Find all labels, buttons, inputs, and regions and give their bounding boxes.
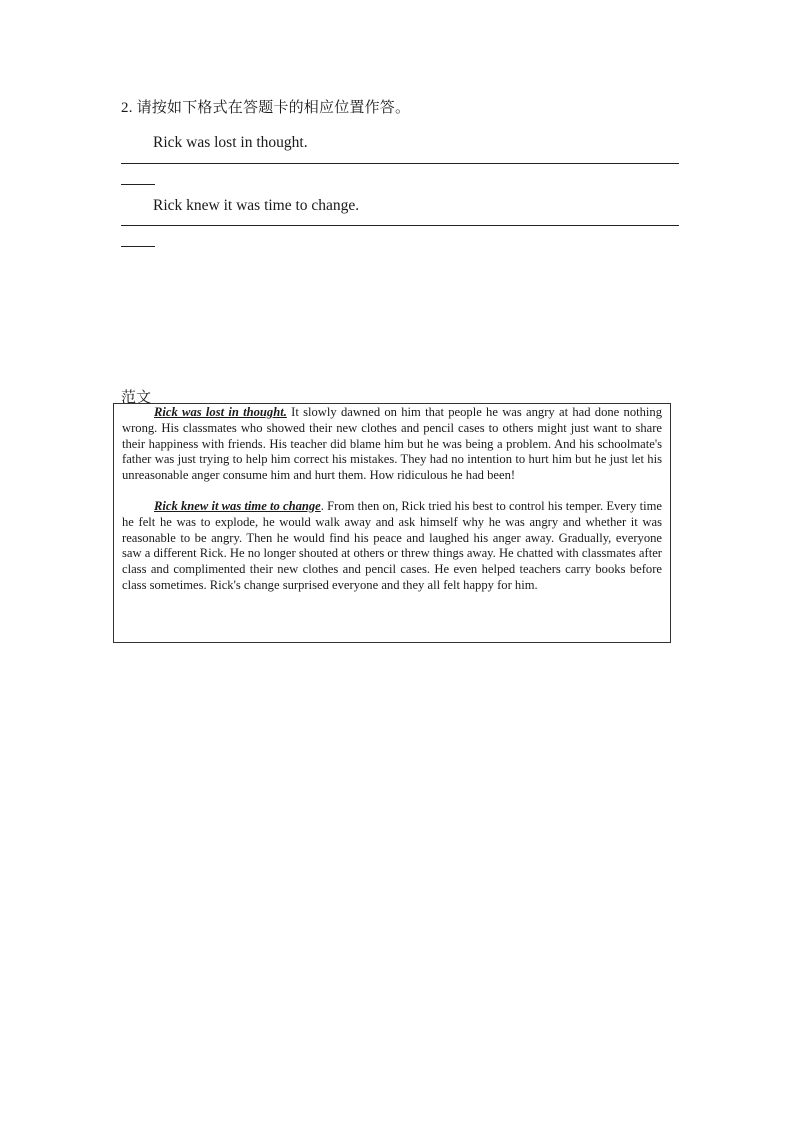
answer-line-1-continuation <box>121 184 155 185</box>
paragraph-1-body: It slowly dawned on him that people he was angry at had done nothing wrong. His classmates who showed their new clothes and pencil cases to others might just want to share their happiness with friends. His teacher did blame him but he was being a problem. And his schoolmate's father was just trying to help him correct his mistakes. They had no intention to hurt him but he just let his unreasonable anger consume him and hurt them. How ridiculous he had been! <box>122 405 663 483</box>
instruction-text: 2. 请按如下格式在答题卡的相应位置作答。 <box>121 100 411 116</box>
essay-paragraph-1 <box>122 405 662 484</box>
answer-line-2 <box>121 225 679 226</box>
answer-line-2-continuation <box>121 246 155 247</box>
sample-essay-label: 范文 <box>121 390 152 406</box>
prompt-1: Rick was lost in thought. <box>153 134 308 151</box>
paragraph-2-lead: Rick knew it was time to change <box>154 498 321 513</box>
sample-essay-box <box>113 403 671 643</box>
answer-line-1 <box>121 163 679 164</box>
essay-paragraph-2 <box>122 499 662 594</box>
paragraph-1-lead: Rick was lost in thought. <box>154 405 287 419</box>
prompt-2: Rick knew it was time to change. <box>153 197 360 214</box>
paragraph-2-body: . From then on, Rick tried his best to control his temper. Every time he felt he was to explode, he would walk away and ask himself why he was angry and whether it was reasonable to be angry. Then he would find his peace and laughed his anger away. Gradually, everyone saw a different Rick. He no longer shouted at others or threw things away. He chatted with classmates after class and complimented their new clothes and pencil cases. He even helped teachers carry books before class sometimes. Rick's change surprised everyone and they all felt happy for him. <box>122 498 662 592</box>
